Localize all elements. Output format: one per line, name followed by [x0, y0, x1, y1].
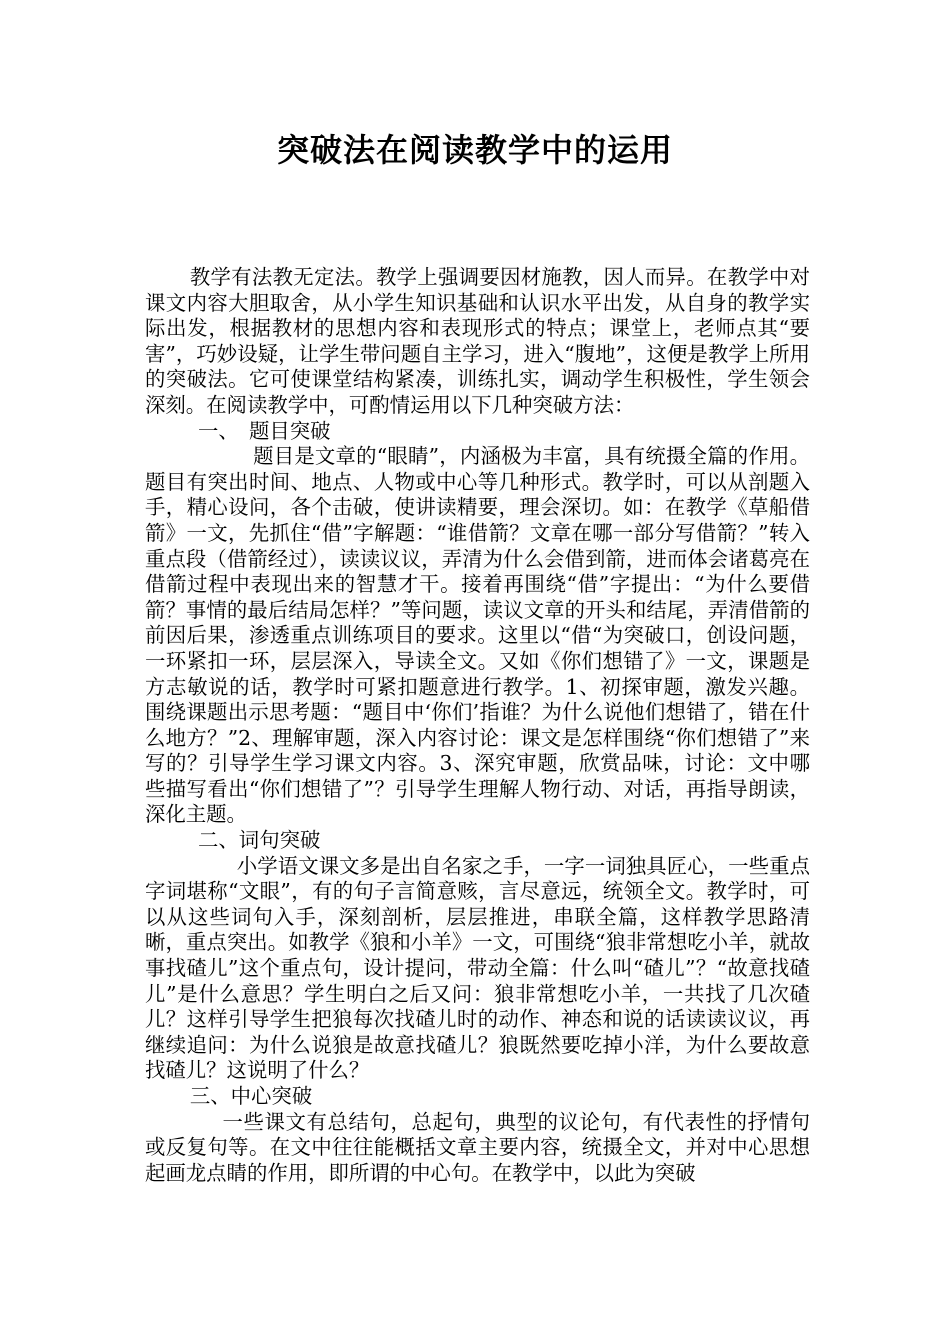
section-heading-word-breakthrough: 二、词句突破 [198, 828, 321, 853]
intro-paragraph: 教学有法教无定法。教学上强调要因材施教，因人而异。在教学中对课文内容大胆取舍，从小学生知识基础和认识水平出发，从自身的教学实际出发，根据教材的思想内容和表现形式的特点；课堂上，老师点其“要害”，巧妙设疑，让学生带问题自主学习，进入“腹地”，这便是教学上所用的突破法。它可使课堂结构紧凑，训练扎实，调动学生积极性，学生领会深刻。在阅读教学中，可酌情运用以下几种突破方法： [145, 265, 810, 417]
document-title: 突破法在阅读教学中的运用 [276, 131, 673, 169]
section-paragraph-word-breakthrough: 小学语文课文多是出自名家之手，一字一词独具匠心，一些重点字词堪称“文眼”，有的句子言简意赅，言尽意远，统领全文。教学时，可以从这些词句入手，深刻剖析，层层推进，串联全篇，这样教学思路清晰，重点突出。如教学《狼和小羊》一文，可围绕“狼非常想吃小羊，就故事找碴儿”这个重点句，设计提问，带动全篇：什么叫“碴儿”？“故意找碴儿”是什么意思？学生明白之后又问：狼非常想吃小羊，一共找了几次碴儿？这样引导学生把狼每次找碴儿时的动作、神态和说的话读读议议，再继续追问：为什么说狼是故意找碴儿？狼既然要吃掉小洋，为什么要故意找碴儿？这说明了什么？ [145, 853, 810, 1083]
section-heading-center-breakthrough: 三、中心突破 [189, 1084, 313, 1108]
document-body [145, 265, 810, 1186]
section-paragraph-title-breakthrough: 题目是文章的“眼睛”，内涵极为丰富，具有统摄全篇的作用。题目有突出时间、地点、人物或中心等几种形式。教学时，可以从剖题入手，精心设问，各个击破，使讲读精要，理会深切。如：在教学《草船借箭》一文，先抓住“借”字解题：“谁借箭？文章在哪一部分写借箭？”转入重点段（借箭经过），读读议议，弄清为什么会借到箭，进而体会诸葛亮在借箭过程中表现出来的智慧才干。接着再围绕“借”字提出：“为什么要借箭？事情的最后结局怎样？”等问题，读议文章的开头和结尾，弄清借箭的前因后果，渗透重点训练项目的要求。这里以“借“为突破口，创设问题，一环紧扣一环，层层深入，导读全文。又如《你们想错了》一文，课题是方志敏说的话，教学时可紧扣题意进行教学。1、初探审题，激发兴趣。围绕课题出示思考题：“题目中‘你们’指谁？为什么说他们想错了，错在什么地方？”2、理解审题，深入内容讨论：课文是怎样围绕“你们想错了”来写的？引导学生学习课文内容。3、深究审题，欣赏品味，讨论：文中哪些描写看出“你们想错了”？引导学生理解人物行动、对话，再指导朗读，深化主题。 [145, 444, 810, 827]
section-heading-title-breakthrough: 一、 题目突破 [198, 418, 331, 443]
section-paragraph-center-breakthrough: 一些课文有总结句，总起句，典型的议论句，有代表性的抒情句或反复句等。在文中往往能概括文章主要内容，统摄全文，并对中心思想起画龙点睛的作用，即所谓的中心句。在教学中，以此为突破 [145, 1109, 810, 1185]
